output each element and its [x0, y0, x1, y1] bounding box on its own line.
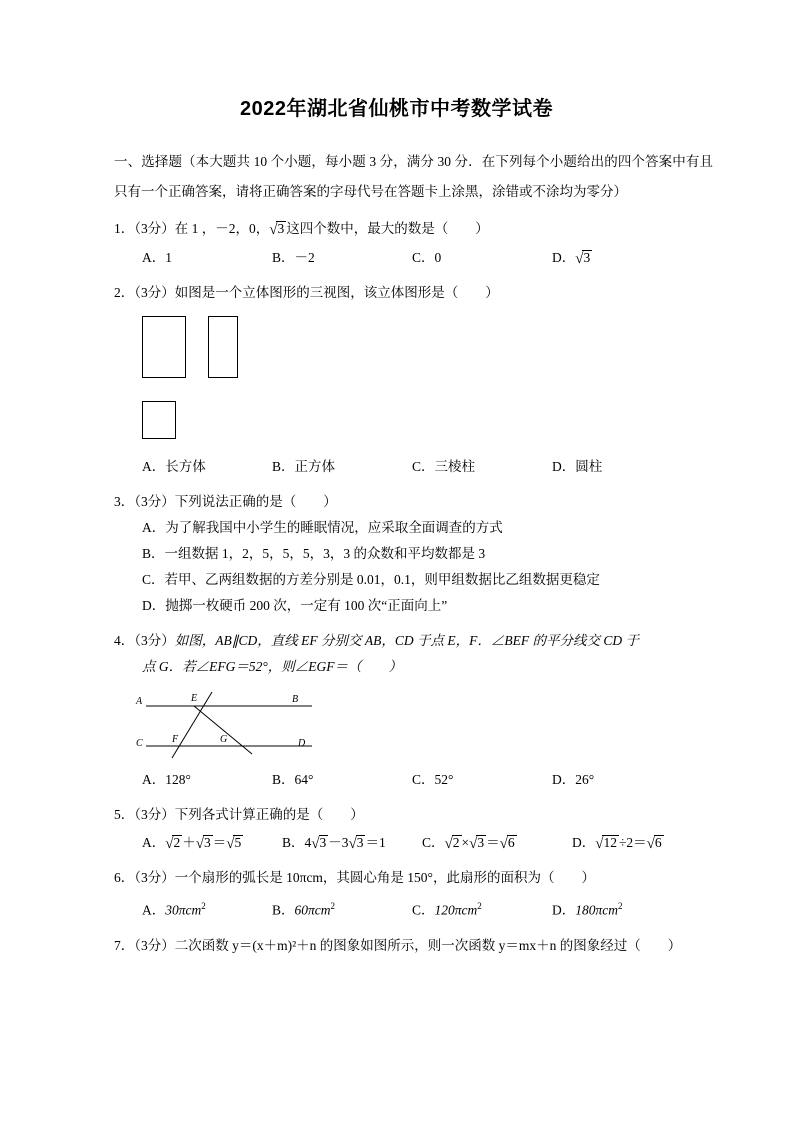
q2-option-d: D．圆柱 — [552, 459, 603, 474]
question-7-stem — [114, 924, 713, 959]
q4-stem-line2: 点 G．若∠EFG＝52°，则∠EGF＝（ ） — [142, 659, 403, 674]
q6-option-c: C．120πcm$^2$ — [412, 901, 482, 918]
sqrt-icon: √ — [575, 251, 584, 267]
q3-stem-text: 下列说法正确的是（ ） — [174, 494, 337, 509]
q1-number: 1． — [114, 221, 135, 236]
q5-option-b: B．4√3 －3√3 ＝1 — [282, 835, 386, 852]
q3-choice-d: D．抛掷一枚硬币 200 次，一定有 100 次“正面向上” — [142, 598, 448, 613]
question-4-options — [114, 767, 713, 793]
q2-score: （3分） — [134, 285, 175, 300]
q3-choice-c: C．若甲、乙两组数据的方差分别是 0.01，0.1，则甲组数据比乙组数据更稳定 — [142, 572, 600, 587]
question-5 — [114, 793, 713, 856]
q7-number: 7． — [114, 937, 135, 953]
question-4 — [114, 619, 713, 793]
q1-stem-pre: 在 1 ，－2，0， — [174, 221, 270, 236]
q1-option-b: B．－2 — [272, 250, 315, 265]
q4-option-a: A．128° — [142, 772, 191, 787]
q6-option-a: A．30πcm$^2$ — [142, 901, 206, 918]
svg-text:B: B — [292, 694, 299, 705]
svg-text:D: D — [298, 738, 306, 749]
question-2-options — [114, 444, 713, 480]
three-view-top-row — [142, 316, 713, 383]
q7-stem-text: 二次函数 y＝(x＋m)²＋n 的图象如图所示，则一次函数 y＝mx＋n 的图象经过（ ） — [174, 937, 682, 953]
q6-score: （3分） — [134, 870, 175, 885]
sqrt-icon: √ — [269, 222, 278, 238]
front-view-rectangle — [142, 316, 186, 378]
q5-score: （3分） — [134, 807, 175, 822]
three-view-bottom-row — [142, 401, 713, 444]
q5-number: 5． — [114, 807, 135, 822]
q2-stem-text: 如图是一个立体图形的三视图，该立体图形是（ ） — [174, 285, 499, 300]
question-1 — [114, 207, 713, 271]
q1-option-d: D．√3 — [552, 250, 591, 267]
page-title: 2022年湖北省仙桃市中考数学试卷 — [240, 98, 553, 120]
q4-score: （3分） — [134, 633, 175, 648]
q1-option-c: C．0 — [412, 250, 442, 265]
q2-option-a: A．长方体 — [142, 459, 206, 474]
question-6-options — [114, 891, 713, 924]
q1-score: （3分） — [134, 221, 175, 236]
question-5-stem — [114, 793, 713, 828]
side-view-rectangle — [208, 316, 238, 378]
q3-choice-b: B．一组数据 1，2，5，5，5，3，3 的众数和平均数都是 3 — [142, 546, 486, 561]
svg-text:F: F — [172, 734, 179, 745]
question-3-stem — [114, 480, 713, 515]
q5-option-d: D．√12 ÷2＝√6 — [572, 835, 662, 852]
q6-option-b: B．60πcm$^2$ — [272, 901, 336, 918]
section-heading: 一、选择题（本大题共 10 个小题，每小题 3 分，满分 30 分．在下列每个小题给出的四个答案中有且只有一个正确答案，请将正确答案的字母代号在答题卡上涂黑，涂错或不涂均为零分） — [114, 154, 713, 199]
question-5-options — [114, 828, 713, 856]
question-2 — [114, 271, 713, 480]
svg-text:E: E — [191, 693, 198, 704]
svg-text:G: G — [220, 734, 228, 745]
q4-number: 4． — [114, 633, 135, 648]
q5-option-c: C．√2 ×√3 ＝√6 — [422, 835, 515, 852]
q2-option-b: B．正方体 — [272, 459, 336, 474]
parallel-lines-diagram — [134, 684, 334, 762]
question-4-stem-line1 — [114, 619, 713, 654]
q4-option-d: D．26° — [552, 772, 595, 787]
question-3 — [114, 480, 713, 619]
q1-radicand: 3 — [277, 221, 285, 236]
page-content — [0, 147, 793, 959]
q4-option-c: C．52° — [412, 772, 454, 787]
question-7 — [114, 924, 713, 959]
q4-stem-text-1: 如图，AB∥CD，直线 EF 分别交 AB，CD 于点 E，F．∠BEF 的平分线交 CD 于 — [174, 633, 639, 648]
q6-number: 6． — [114, 870, 135, 885]
q3-choice-a: A．为了解我国中小学生的睡眠情况，应采取全面调查的方式 — [142, 520, 503, 535]
q6-option-d: D．180πcm$^2$ — [552, 901, 623, 918]
q2-number: 2． — [114, 285, 135, 300]
q6-stem-text: 一个扇形的弧长是 10πcm，其圆心角是 150°，此扇形的面积为（ ） — [174, 870, 595, 885]
q4-option-b: B．64° — [272, 772, 314, 787]
question-1-options — [114, 243, 713, 271]
question-2-stem — [114, 271, 713, 306]
q1-option-a: A．1 — [142, 250, 172, 265]
question-6 — [114, 856, 713, 924]
top-view-rectangle — [142, 401, 176, 439]
question-1-stem — [114, 207, 713, 243]
question-2-figure — [114, 306, 713, 444]
question-6-stem — [114, 856, 713, 891]
q5-option-a: A．√2 ＋√3 ＝√5 — [142, 835, 242, 852]
svg-text:C: C — [136, 738, 143, 749]
q2-option-c: C．三棱柱 — [412, 459, 476, 474]
q5-stem-text: 下列各式计算正确的是（ ） — [174, 807, 364, 822]
q3-number: 3． — [114, 494, 135, 509]
svg-text:A: A — [136, 696, 143, 707]
q7-score: （3分） — [134, 937, 175, 953]
question-4-figure — [114, 680, 713, 767]
q1-stem-post: 这四个数中，最大的数是（ ） — [286, 221, 489, 236]
q3-score: （3分） — [134, 494, 175, 509]
